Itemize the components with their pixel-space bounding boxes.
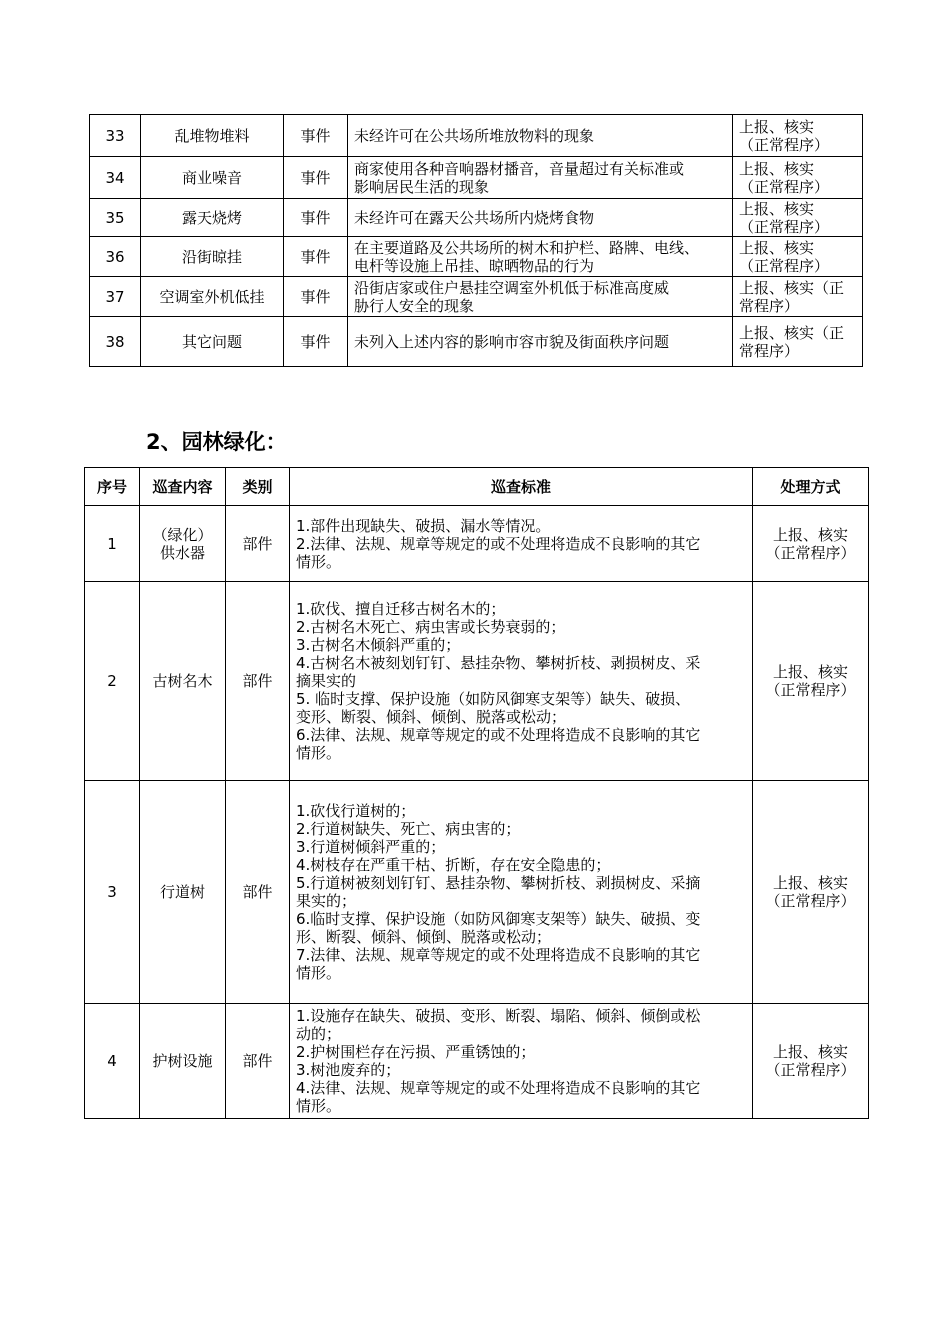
inspection-standard: 未经许可在公共场所堆放物料的现象: [348, 115, 733, 157]
table-row: [85, 1004, 869, 1119]
table-row: [90, 115, 863, 157]
header-no: 序号: [85, 468, 140, 506]
handling-method: 上报、核实 （正常程序）: [753, 506, 869, 582]
handling-method: 上报、核实 （正常程序）: [753, 781, 869, 1004]
row-number: 35: [90, 199, 141, 237]
handling-method: 上报、核实 （正常程序）: [733, 199, 863, 237]
inspection-content: 沿街晾挂: [141, 237, 284, 277]
handling-method: 上报、核实 （正常程序）: [733, 115, 863, 157]
category: 事件: [284, 317, 348, 367]
table-row: [85, 582, 869, 781]
handling-method: 上报、核实 （正常程序）: [733, 157, 863, 199]
category: 事件: [284, 157, 348, 199]
table-row: [85, 506, 869, 582]
inspection-standard: 1.砍伐、擅自迁移古树名木的； 2.古树名木死亡、病虫害或长势衰弱的； 3.古树名木倾斜严重的； 4.古树名木被刻划钉钉、悬挂杂物、攀树折枝、剥损树皮、采 摘果实的 5. 临时支撑、保护设施（如防风御寒支架等）缺失、破损、 变形、断裂、倾斜、倾倒、脱落或松动； 6.法律、法规、规章等规定的或不处理将造成不良影响的其它 情形。: [290, 582, 753, 781]
inspection-content: 乱堆物堆料: [141, 115, 284, 157]
row-number: 2: [85, 582, 140, 781]
category: 事件: [284, 277, 348, 317]
table-row: [90, 157, 863, 199]
inspection-content: 商业噪音: [141, 157, 284, 199]
table-row: [90, 317, 863, 367]
row-number: 3: [85, 781, 140, 1004]
table-row: [85, 781, 869, 1004]
handling-method: 上报、核实 （正常程序）: [733, 237, 863, 277]
inspection-standard: 在主要道路及公共场所的树木和护栏、路牌、电线、 电杆等设施上吊挂、晾晒物品的行为: [348, 237, 733, 277]
handling-method: 上报、核实（正 常程序）: [733, 317, 863, 367]
header-type: 类别: [226, 468, 290, 506]
row-number: 36: [90, 237, 141, 277]
inspection-standard: 沿街店家或住户悬挂空调室外机低于标准高度威 胁行人安全的现象: [348, 277, 733, 317]
category: 部件: [226, 582, 290, 781]
handling-method: 上报、核实 （正常程序）: [753, 582, 869, 781]
handling-method: 上报、核实 （正常程序）: [753, 1004, 869, 1119]
inspection-content: 空调室外机低挂: [141, 277, 284, 317]
category: 部件: [226, 506, 290, 582]
inspection-standard: 1.部件出现缺失、破损、漏水等情况。 2.法律、法规、规章等规定的或不处理将造成不良影响的其它 情形。: [290, 506, 753, 582]
table-header-row: [85, 468, 869, 506]
row-number: 33: [90, 115, 141, 157]
category: 事件: [284, 115, 348, 157]
section-title: 2、园林绿化：: [146, 430, 287, 454]
inspection-standard: 未列入上述内容的影响市容市貌及街面秩序问题: [348, 317, 733, 367]
inspection-content: 行道树: [140, 781, 226, 1004]
inspection-table-urban: [89, 114, 863, 367]
category: 事件: [284, 199, 348, 237]
table-row: [90, 277, 863, 317]
inspection-standard: 商家使用各种音响器材播音，音量超过有关标准或 影响居民生活的现象: [348, 157, 733, 199]
inspection-standard: 未经许可在露天公共场所内烧烤食物: [348, 199, 733, 237]
inspection-content: 露天烧烤: [141, 199, 284, 237]
inspection-standard: 1.设施存在缺失、破损、变形、断裂、塌陷、倾斜、倾倒或松 动的； 2.护树围栏存在污损、严重锈蚀的； 3.树池废弃的； 4.法律、法规、规章等规定的或不处理将造成不良影响的其它 情形。: [290, 1004, 753, 1119]
inspection-content: （绿化） 供水器: [140, 506, 226, 582]
category: 部件: [226, 781, 290, 1004]
row-number: 37: [90, 277, 141, 317]
table-row: [90, 199, 863, 237]
table-row: [90, 237, 863, 277]
inspection-content: 古树名木: [140, 582, 226, 781]
row-number: 1: [85, 506, 140, 582]
header-handling: 处理方式: [753, 468, 869, 506]
handling-method: 上报、核实（正 常程序）: [733, 277, 863, 317]
header-content: 巡查内容: [140, 468, 226, 506]
inspection-table-greening: [84, 467, 869, 1119]
row-number: 34: [90, 157, 141, 199]
inspection-content: 其它问题: [141, 317, 284, 367]
header-standard: 巡查标准: [290, 468, 753, 506]
row-number: 38: [90, 317, 141, 367]
row-number: 4: [85, 1004, 140, 1119]
category: 部件: [226, 1004, 290, 1119]
inspection-standard: 1.砍伐行道树的； 2.行道树缺失、死亡、病虫害的； 3.行道树倾斜严重的； 4.树枝存在严重干枯、折断，存在安全隐患的； 5.行道树被刻划钉钉、悬挂杂物、攀树折枝、剥损树皮、采摘 果实的； 6.临时支撑、保护设施（如防风御寒支架等）缺失、破损、变 形、断裂、倾斜、倾倒、脱落或松动； 7.法律、法规、规章等规定的或不处理将造成不良影响的其它 情形。: [290, 781, 753, 1004]
category: 事件: [284, 237, 348, 277]
inspection-content: 护树设施: [140, 1004, 226, 1119]
